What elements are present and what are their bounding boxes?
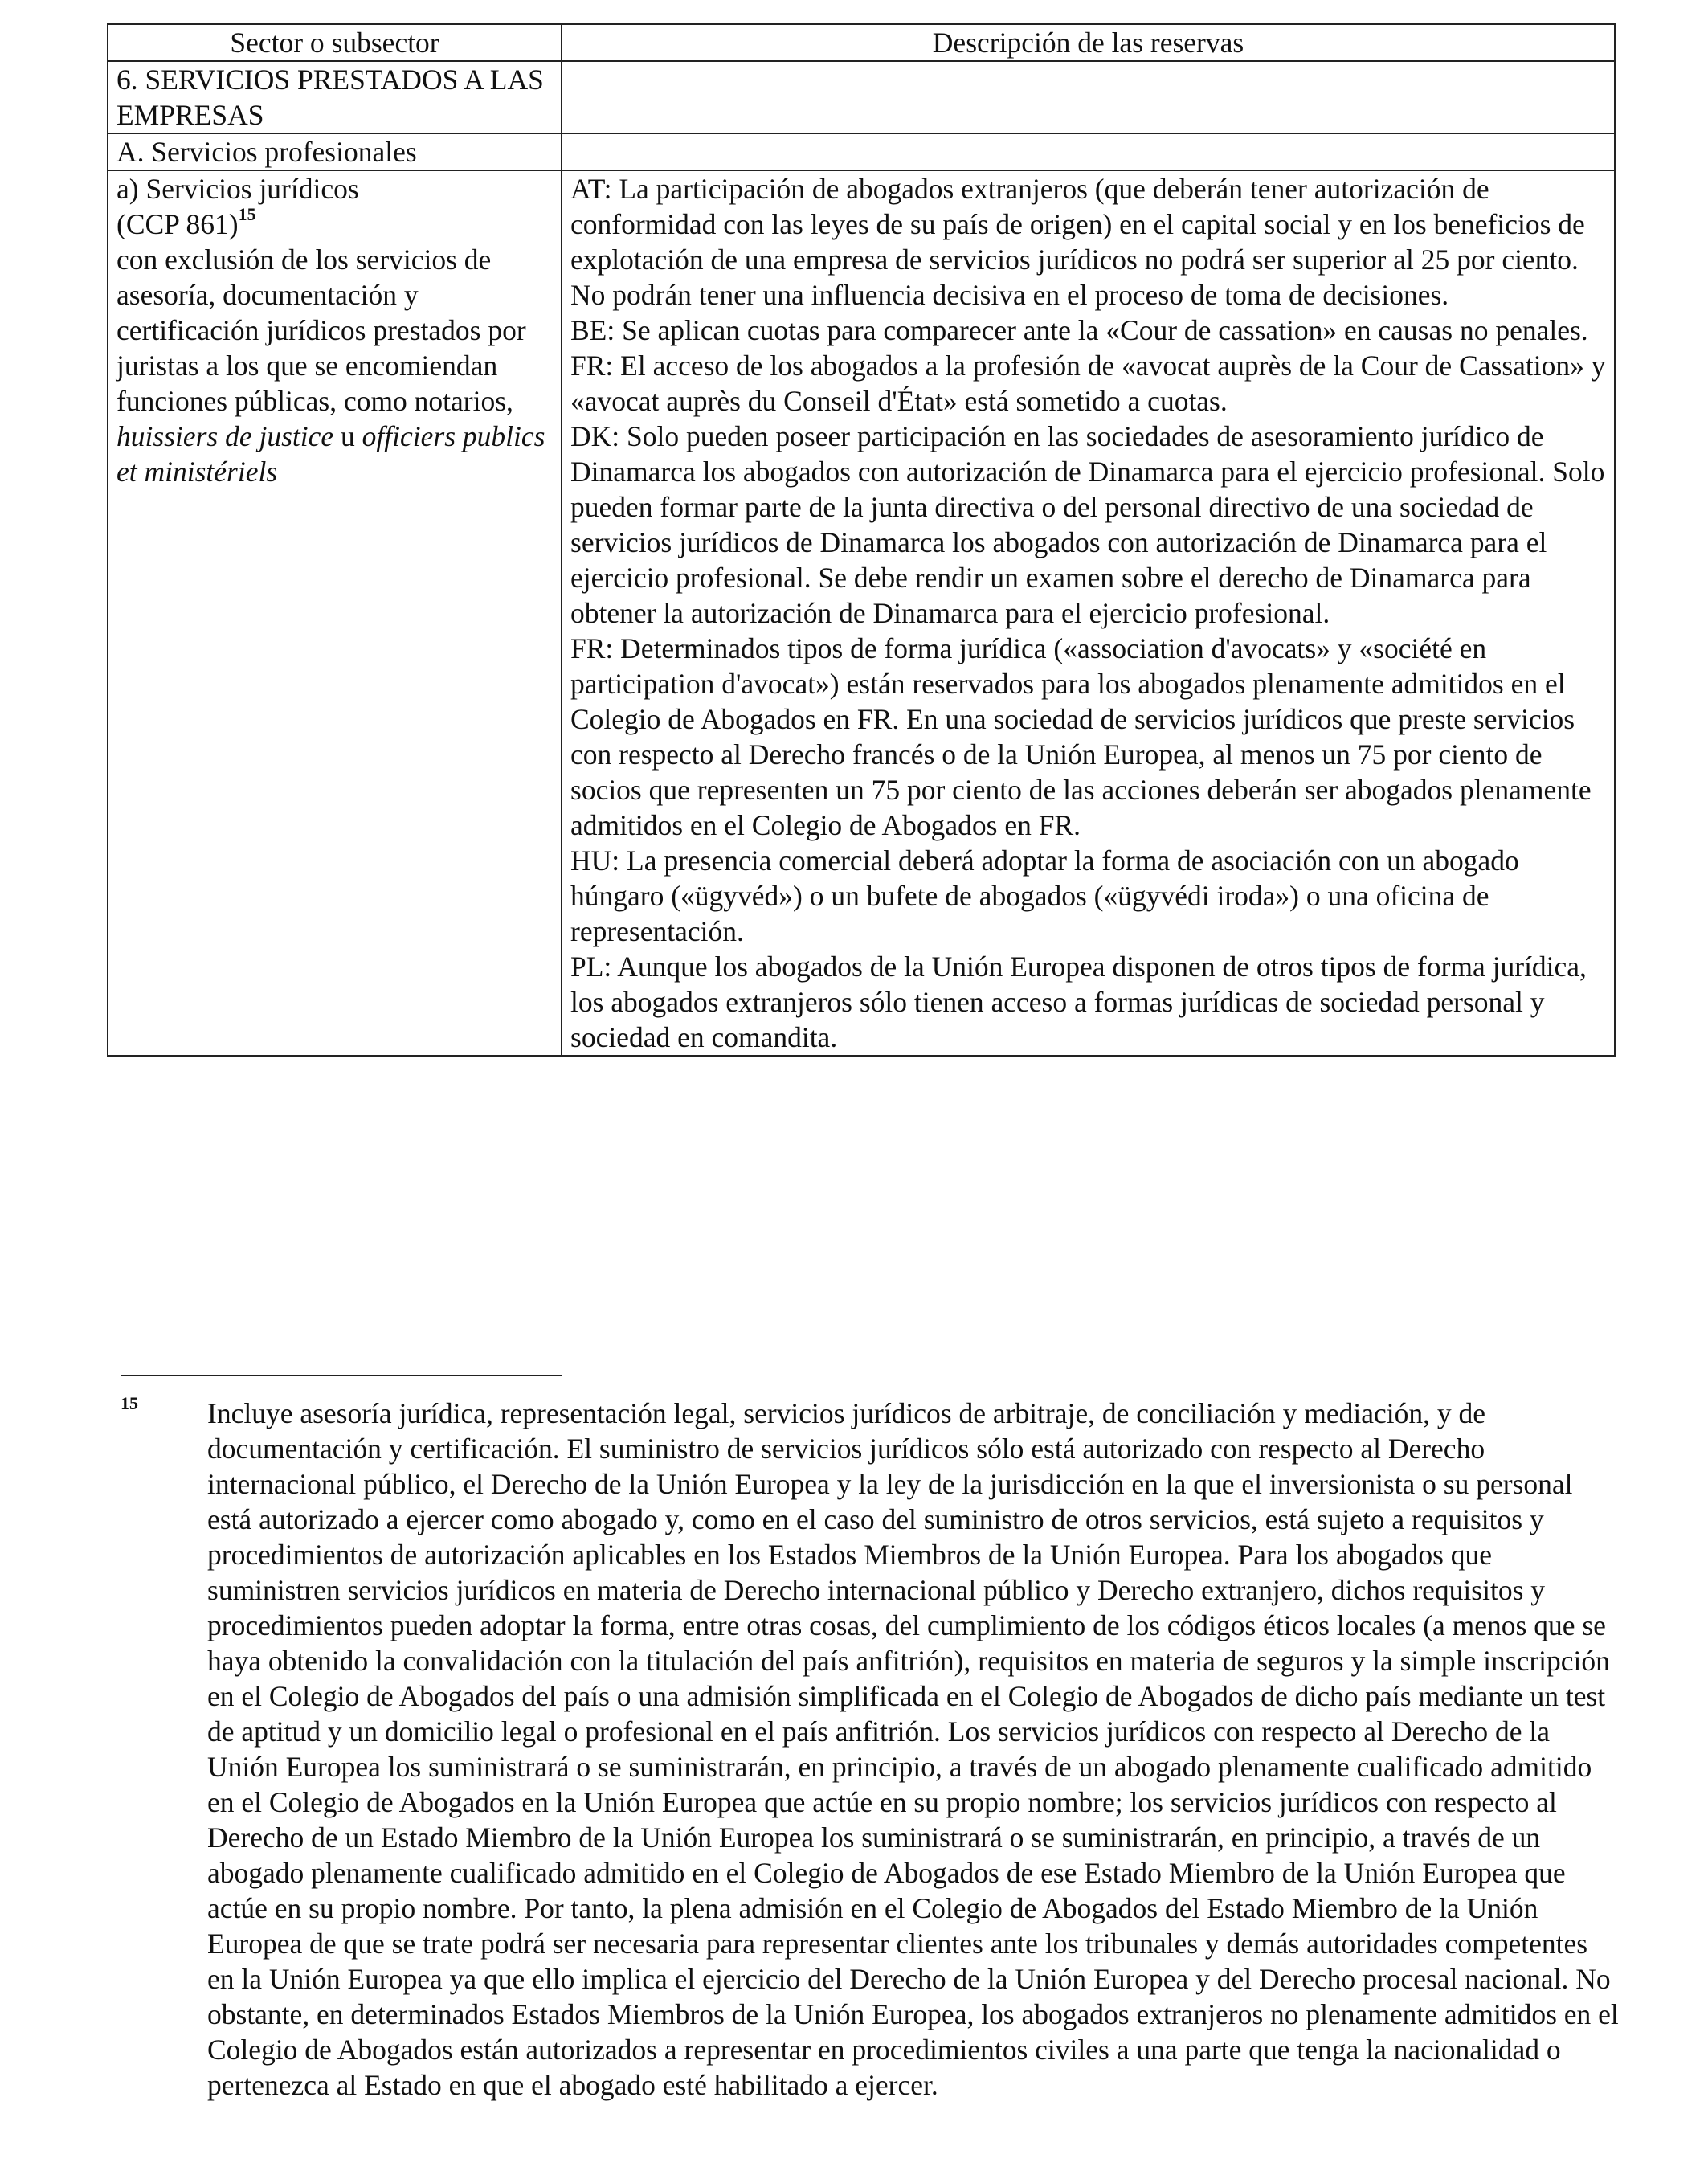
sector-cell	[108, 170, 562, 1056]
sector-exclusion-italic-1: huissiers de justice	[116, 420, 334, 452]
sector-name: a) Servicios jurídicos	[116, 173, 359, 205]
sector-exclusion	[116, 242, 553, 489]
subsection-title: A. Servicios profesionales	[108, 133, 562, 170]
subsection-row	[108, 133, 1615, 170]
section-empty-cell	[562, 61, 1615, 133]
header-sector: Sector o subsector	[108, 24, 562, 61]
sector-code: (CCP 861)	[116, 208, 239, 240]
section-title: 6. SERVICIOS PRESTADOS A LAS EMPRESAS	[108, 61, 562, 133]
subsection-empty-cell	[562, 133, 1615, 170]
footnote-text: Incluye asesoría jurídica, representación legal, servicios jurídicos de arbitraje, de conciliación y mediación, y de documentación y certificación. El suministro de servicios jurídicos sólo está autorizado con respecto al Derecho internacional público, el Derecho de la Unión Europea y la ley de la jurisdicción en la que el inversionista o su personal está autorizado a ejercer como abogado y, como en el caso del suministro de otros servicios, está sujeto a requisitos y procedimientos de autorización aplicables en los Estados Miembros de la Unión Europea. Para los abogados que suministren servicios jurídicos en materia de Derecho internacional público y Derecho extranjero, dichos requisitos y procedimientos pueden adoptar la forma, entre otras cosas, del cumplimiento de los códigos éticos locales (a menos que se haya obtenido la convalidación con la titulación del país anfitrión), requisitos en materia de seguros y la simple inscripción en el Colegio de Abogados del país o una admisión simplificada en el Colegio de Abogados de dicho país mediante un test de aptitud y un domicilio legal o profesional en el país anfitrión. Los servicios jurídicos con respecto al Derecho de la Unión Europea los suministrará o se suministrarán, en principio, a través de un abogado plenamente cualificado admitido en el Colegio de Abogados en la Unión Europea que actúe en su propio nombre; los servicios jurídicos con respecto al Derecho de un Estado Miembro de la Unión Europea los suministrará o se suministrarán, en principio, a través de un abogado plenamente cualificado admitido en el Colegio de Abogados de ese Estado Miembro de la Unión Europea que actúe en su propio nombre. Por tanto, la plena admisión en el Colegio de Abogados del Estado Miembro de la Unión Europea de que se trate podrá ser necesaria para representar clientes ante los tribunales y demás autoridades competentes en la Unión Europea ya que ello implica el ejercicio del Derecho de la Unión Europea y del Derecho procesal nacional. No obstante, en determinados Estados Miembros de la Unión Europea, los abogados extranjeros no plenamente admitidos en el Colegio de Abogados están autorizados a representar en procedimientos civiles a una parte que tenga la nacionalidad o pertenezca al Estado en que el abogado esté habilitado a ejercer.	[207, 1397, 1619, 2101]
footnote-separator	[121, 1375, 562, 1376]
reservation-pl: PL: Aunque los abogados de la Unión Europea disponen de otros tipos de forma jurídica, los abogados extranjeros sólo tienen acceso a formas jurídicas de sociedad personal y sociedad en comandita.	[570, 950, 1587, 1053]
sector-exclusion-text: con exclusión de los servicios de asesoría, documentación y certificación jurídicos prestados por juristas a los que se encomiendan funciones públicas, como notarios,	[116, 243, 526, 417]
footnote-number: 15	[121, 1393, 138, 1413]
reservation-dk: DK: Solo pueden poseer participación en las sociedades de asesoramiento jurídico de Dinamarca los abogados con autorización de Dinamarca para el ejercicio profesional. Solo pueden formar parte de la junta directiva o del personal directivo de una sociedad de servicios jurídicos de Dinamarca los abogados con autorización de Dinamarca para el ejercicio profesional. Se debe rendir un examen sobre el derecho de Dinamarca para obtener la autorización de Dinamarca para el ejercicio profesional.	[570, 420, 1605, 629]
header-description: Descripción de las reservas	[562, 24, 1615, 61]
sector-exclusion-connector: u	[341, 420, 355, 452]
table-header-row	[108, 24, 1615, 61]
reservation-at: AT: La participación de abogados extranjeros (que deberán tener autorización de conformidad con las leyes de su país de origen) en el capital social y en los beneficios de explotación de una empresa de servicios jurídicos no podrá ser superior al 25 por ciento. No podrán tener una influencia decisiva en el proceso de toma de decisiones.	[570, 173, 1585, 311]
section-row	[108, 61, 1615, 133]
sector-exclusion-italic-2: officiers publics et ministériels	[116, 420, 545, 488]
reservation-fr-cassation: FR: El acceso de los abogados a la profesión de «avocat auprès de la Cour de Cassation» y «avocat auprès du Conseil d'État» está sometido a cuotas.	[570, 350, 1606, 417]
reservation-be: BE: Se aplican cuotas para comparecer ante la «Cour de cassation» en causas no penales.	[570, 314, 1588, 346]
reservation-hu: HU: La presencia comercial deberá adoptar la forma de asociación con un abogado húngaro («ügyvéd») o un bufete de abogados («ügyvédi iroda») o una oficina de representación.	[570, 844, 1519, 947]
reservations-cell	[562, 170, 1615, 1056]
reservation-fr-forms: FR: Determinados tipos de forma jurídica («association d'avocats» y «société en participation d'avocat») están reservados para los abogados plenamente admitidos en el Colegio de Abogados en FR. En una sociedad de servicios jurídicos que preste servicios con respecto al Derecho francés o de la Unión Europea, al menos un 75 por ciento de socios que representen un 75 por ciento de las acciones deberán ser abogados plenamente admitidos en el Colegio de Abogados en FR.	[570, 632, 1592, 841]
sector-code-line	[116, 206, 553, 242]
table-row	[108, 170, 1615, 1056]
reservations-table	[107, 23, 1616, 1057]
footnote-reference[interactable]: 15	[238, 204, 256, 225]
